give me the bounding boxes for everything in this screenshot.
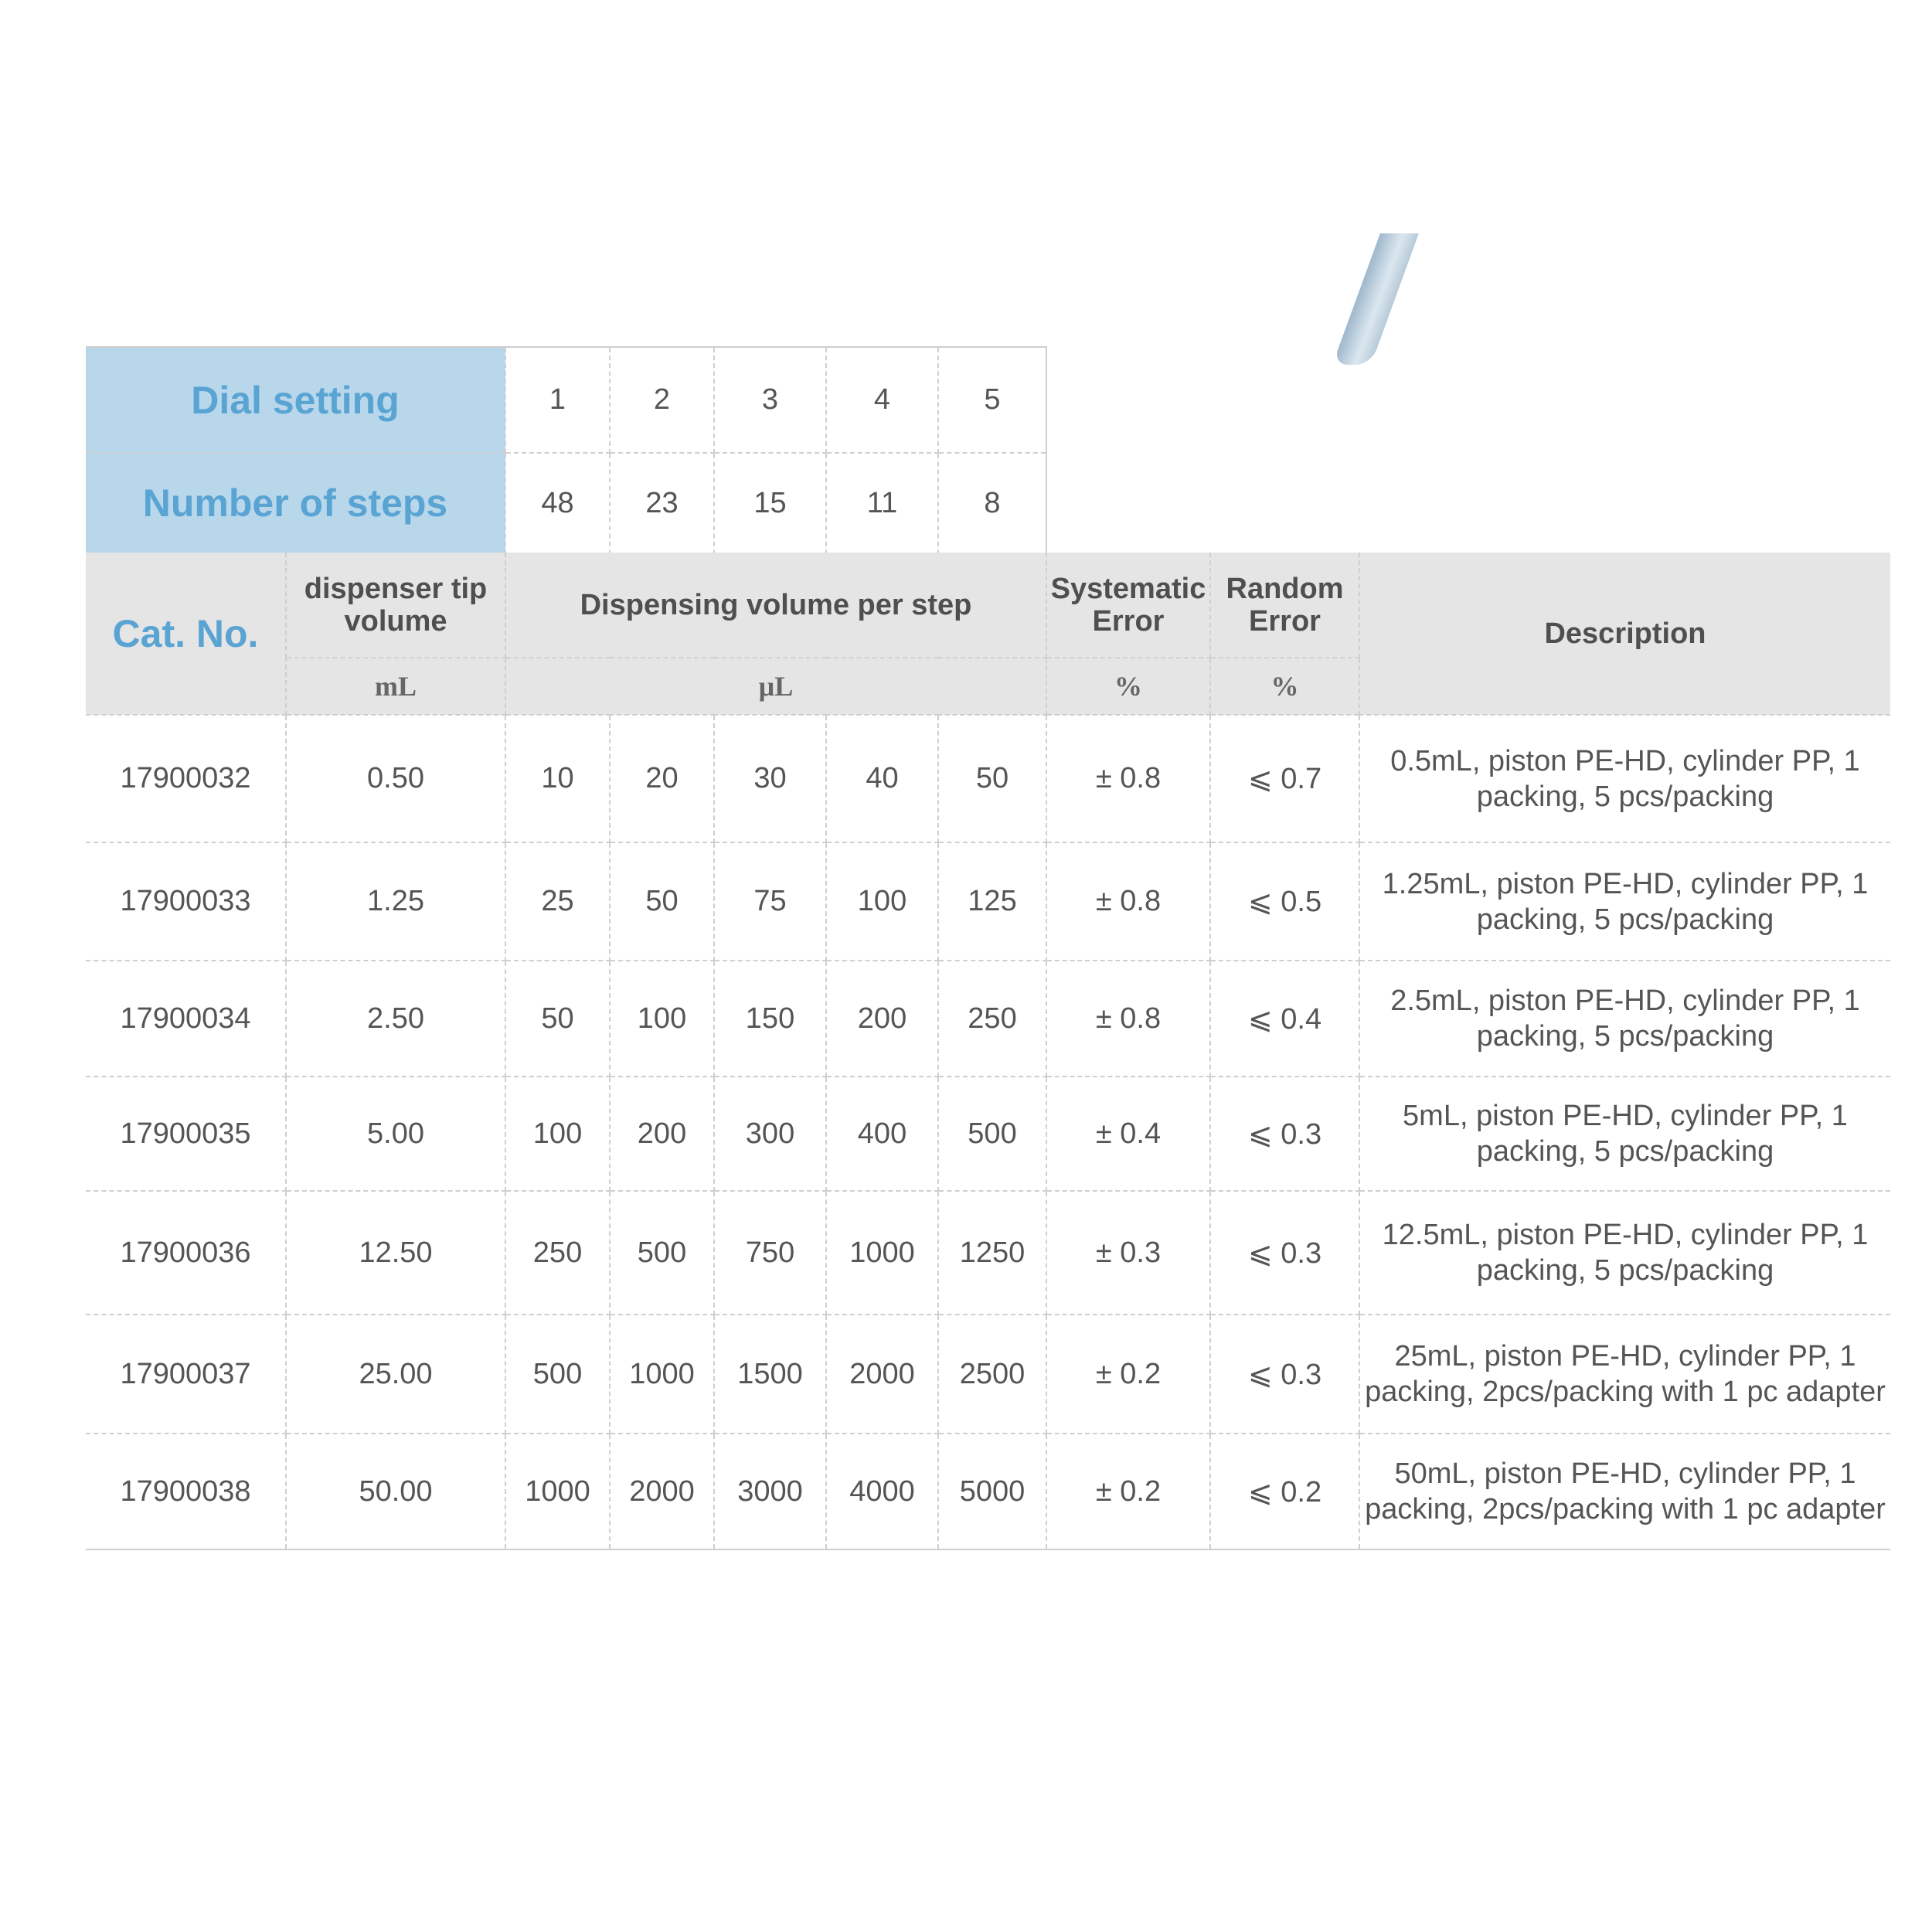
cat-no-cell: 17900035 [86,1077,286,1191]
dispensing-volume-header: Dispensing volume per step [505,553,1046,658]
dispensing-volume-cell: 100 [610,961,714,1077]
tip-volume-header: dispenser tip volume [286,553,505,658]
dispensing-unit: μL [505,658,1046,715]
dial-setting-row [86,347,1046,453]
tip-volume-cell: 12.50 [286,1191,505,1315]
number-of-steps-label: Number of steps [86,453,505,553]
cat-no-cell: 17900034 [86,961,286,1077]
dispensing-volume-cell: 1000 [826,1191,938,1315]
dispensing-volume-cell: 500 [505,1315,610,1434]
cat-no-cell: 17900033 [86,842,286,961]
tip-volume-cell: 50.00 [286,1434,505,1549]
dispensing-volume-cell: 1250 [938,1191,1046,1315]
steps-value: 23 [610,453,714,553]
steps-value: 11 [826,453,938,553]
table-row [86,961,1890,1077]
dispensing-volume-cell: 250 [938,961,1046,1077]
table-row [86,842,1890,961]
description-cell: 0.5mL, piston PE-HD, cylinder PP, 1 packing, 5 pcs/packing [1359,715,1890,842]
number-of-steps-row [86,453,1046,553]
dispensing-volume-cell: 50 [938,715,1046,842]
description-cell: 1.25mL, piston PE-HD, cylinder PP, 1 packing, 5 pcs/packing [1359,842,1890,961]
dispenser-tip-image [1332,233,1419,365]
dial-value: 1 [505,347,610,453]
table-row [86,1077,1890,1191]
dial-value: 5 [938,347,1046,453]
systematic-unit: % [1046,658,1210,715]
dispensing-volume-cell: 3000 [714,1434,826,1549]
dial-value: 3 [714,347,826,453]
table-row [86,1315,1890,1434]
dispensing-volume-cell: 50 [505,961,610,1077]
systematic-error-cell: ± 0.8 [1046,961,1210,1077]
description-cell: 25mL, piston PE-HD, cylinder PP, 1 packing, 2pcs/packing with 1 pc adapter [1359,1315,1890,1434]
dispensing-volume-cell: 4000 [826,1434,938,1549]
systematic-error-cell: ± 0.8 [1046,842,1210,961]
table-row [86,1191,1890,1315]
dispensing-volume-cell: 1500 [714,1315,826,1434]
tip-volume-cell: 5.00 [286,1077,505,1191]
random-error-cell: ⩽ 0.3 [1210,1191,1359,1315]
dispensing-volume-cell: 20 [610,715,714,842]
tip-volume-cell: 0.50 [286,715,505,842]
random-error-cell: ⩽ 0.4 [1210,961,1359,1077]
tip-volume-cell: 2.50 [286,961,505,1077]
random-error-cell: ⩽ 0.2 [1210,1434,1359,1549]
tip-volume-unit: mL [286,658,505,715]
random-error-cell: ⩽ 0.7 [1210,715,1359,842]
description-cell: 5mL, piston PE-HD, cylinder PP, 1 packing, 5 pcs/packing [1359,1077,1890,1191]
dispensing-volume-cell: 2500 [938,1315,1046,1434]
dispensing-volume-cell: 100 [826,842,938,961]
dispensing-volume-cell: 2000 [826,1315,938,1434]
cat-no-cell: 17900032 [86,715,286,842]
random-error-header: Random Error [1210,553,1359,658]
dial-setting-table [86,346,1047,554]
table-row [86,1434,1890,1549]
steps-value: 8 [938,453,1046,553]
dial-setting-label: Dial setting [86,347,505,453]
cat-no-cell: 17900037 [86,1315,286,1434]
dispensing-volume-cell: 750 [714,1191,826,1315]
dispensing-volume-cell: 10 [505,715,610,842]
dispensing-volume-cell: 150 [714,961,826,1077]
dial-value: 2 [610,347,714,453]
tip-volume-cell: 1.25 [286,842,505,961]
dispensing-volume-cell: 500 [938,1077,1046,1191]
dispensing-volume-cell: 300 [714,1077,826,1191]
dispensing-volume-cell: 200 [610,1077,714,1191]
dispensing-volume-cell: 40 [826,715,938,842]
steps-value: 48 [505,453,610,553]
random-error-cell: ⩽ 0.5 [1210,842,1359,961]
description-header: Description [1359,553,1890,715]
dispensing-volume-cell: 400 [826,1077,938,1191]
cat-no-cell: 17900036 [86,1191,286,1315]
systematic-error-header: Systematic Error [1046,553,1210,658]
description-cell: 2.5mL, piston PE-HD, cylinder PP, 1 packing, 5 pcs/packing [1359,961,1890,1077]
dial-value: 4 [826,347,938,453]
description-cell: 12.5mL, piston PE-HD, cylinder PP, 1 packing, 5 pcs/packing [1359,1191,1890,1315]
description-cell: 50mL, piston PE-HD, cylinder PP, 1 packing, 2pcs/packing with 1 pc adapter [1359,1434,1890,1549]
dispensing-volume-cell: 250 [505,1191,610,1315]
random-error-cell: ⩽ 0.3 [1210,1315,1359,1434]
dispensing-volume-cell: 1000 [505,1434,610,1549]
product-table [86,553,1890,1550]
dispensing-volume-cell: 125 [938,842,1046,961]
dispensing-volume-cell: 25 [505,842,610,961]
steps-value: 15 [714,453,826,553]
dispensing-volume-cell: 500 [610,1191,714,1315]
systematic-error-cell: ± 0.3 [1046,1191,1210,1315]
dispensing-volume-cell: 1000 [610,1315,714,1434]
random-error-cell: ⩽ 0.3 [1210,1077,1359,1191]
dispensing-volume-cell: 5000 [938,1434,1046,1549]
tip-volume-cell: 25.00 [286,1315,505,1434]
dispensing-volume-cell: 2000 [610,1434,714,1549]
cat-no-header: Cat. No. [86,553,286,715]
cat-no-cell: 17900038 [86,1434,286,1549]
dispensing-volume-cell: 30 [714,715,826,842]
systematic-error-cell: ± 0.2 [1046,1315,1210,1434]
random-unit: % [1210,658,1359,715]
header-row [86,553,1890,658]
dispensing-volume-cell: 50 [610,842,714,961]
dispensing-volume-cell: 100 [505,1077,610,1191]
systematic-error-cell: ± 0.4 [1046,1077,1210,1191]
dispensing-volume-cell: 75 [714,842,826,961]
systematic-error-cell: ± 0.2 [1046,1434,1210,1549]
systematic-error-cell: ± 0.8 [1046,715,1210,842]
dispensing-volume-cell: 200 [826,961,938,1077]
table-row [86,715,1890,842]
